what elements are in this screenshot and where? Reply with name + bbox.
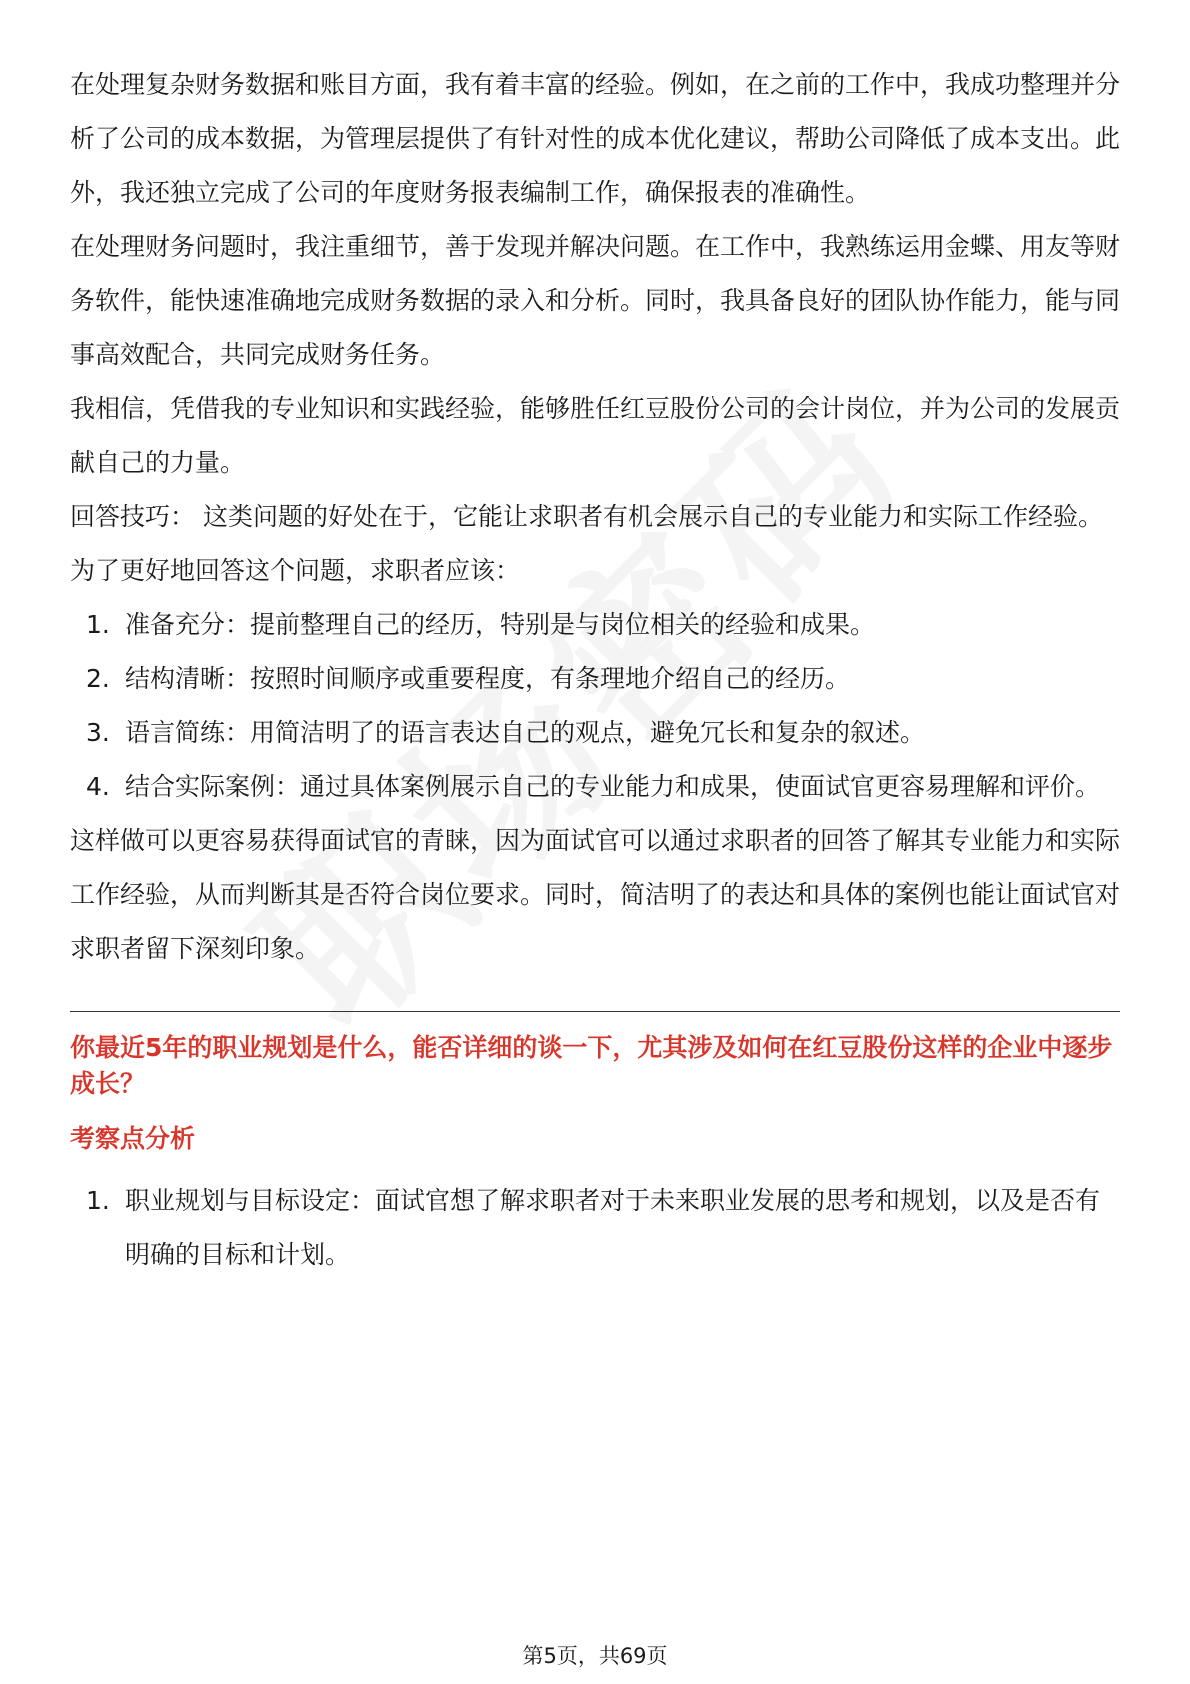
list-text: 结构清晰：按照时间顺序或重要程度，有条理地介绍自己的经历。 xyxy=(125,664,851,693)
list-item xyxy=(70,1174,1120,1282)
list-text: 语言简练：用简洁明了的语言表达自己的观点，避免冗长和复杂的叙述。 xyxy=(125,718,926,747)
list-item xyxy=(70,706,1120,760)
list-number: 1. xyxy=(86,1186,110,1215)
list-text: 职业规划与目标设定：面试官想了解求职者对于未来职业发展的思考和规划，以及是否有明确的目标和计划。 xyxy=(125,1186,1101,1269)
list-number: 2. xyxy=(86,664,110,693)
list-item xyxy=(70,652,1120,706)
list-item xyxy=(70,598,1120,652)
list-text: 准备充分：提前整理自己的经历，特别是与岗位相关的经验和成果。 xyxy=(125,610,876,639)
section-divider xyxy=(70,1011,1120,1012)
page-footer: 第5页，共69页 xyxy=(522,1644,668,1668)
analysis-heading: 考察点分析 xyxy=(70,1124,196,1153)
list-number: 3. xyxy=(86,718,110,747)
analysis-list xyxy=(70,1174,1120,1282)
question-title: 你最近5年的职业规划是什么，能否详细的谈一下，尤其涉及如何在红豆股份这样的企业中逐步成长？ xyxy=(70,1033,1113,1098)
list-number: 1. xyxy=(86,610,110,639)
paragraph-experience: 在处理复杂财务数据和账目方面，我有着丰富的经验。例如，在之前的工作中，我成功整理并分析了公司的成本数据，为管理层提供了有针对性的成本优化建议，帮助公司降低了成本支出。此外，我还独立完成了公司的年度财务报表编制工作，确保报表的准确性。 xyxy=(70,70,1121,207)
list-text: 结合实际案例：通过具体案例展示自己的专业能力和成果，使面试官更容易理解和评价。 xyxy=(125,772,1101,801)
page-content xyxy=(70,58,1120,1282)
paragraph-answer-tips: 回答技巧： 这类问题的好处在于，它能让求职者有机会展示自己的专业能力和实际工作经验。为了更好地回答这个问题，求职者应该： xyxy=(70,502,1103,585)
list-item xyxy=(70,760,1120,814)
tips-list xyxy=(70,598,1120,814)
paragraph-skills: 在处理财务问题时，我注重细节，善于发现并解决问题。在工作中，我熟练运用金蝶、用友等财务软件，能快速准确地完成财务数据的录入和分析。同时，我具备良好的团队协作能力，能与同事高效配合，共同完成财务任务。 xyxy=(70,232,1121,369)
paragraph-closing: 这样做可以更容易获得面试官的青睐，因为面试官可以通过求职者的回答了解其专业能力和实际工作经验，从而判断其是否符合岗位要求。同时，简洁明了的表达和具体的案例也能让面试官对求职者留下深刻印象。 xyxy=(70,826,1121,963)
paragraph-belief: 我相信，凭借我的专业知识和实践经验，能够胜任红豆股份公司的会计岗位，并为公司的发展贡献自己的力量。 xyxy=(70,394,1121,477)
list-number: 4. xyxy=(86,772,110,801)
